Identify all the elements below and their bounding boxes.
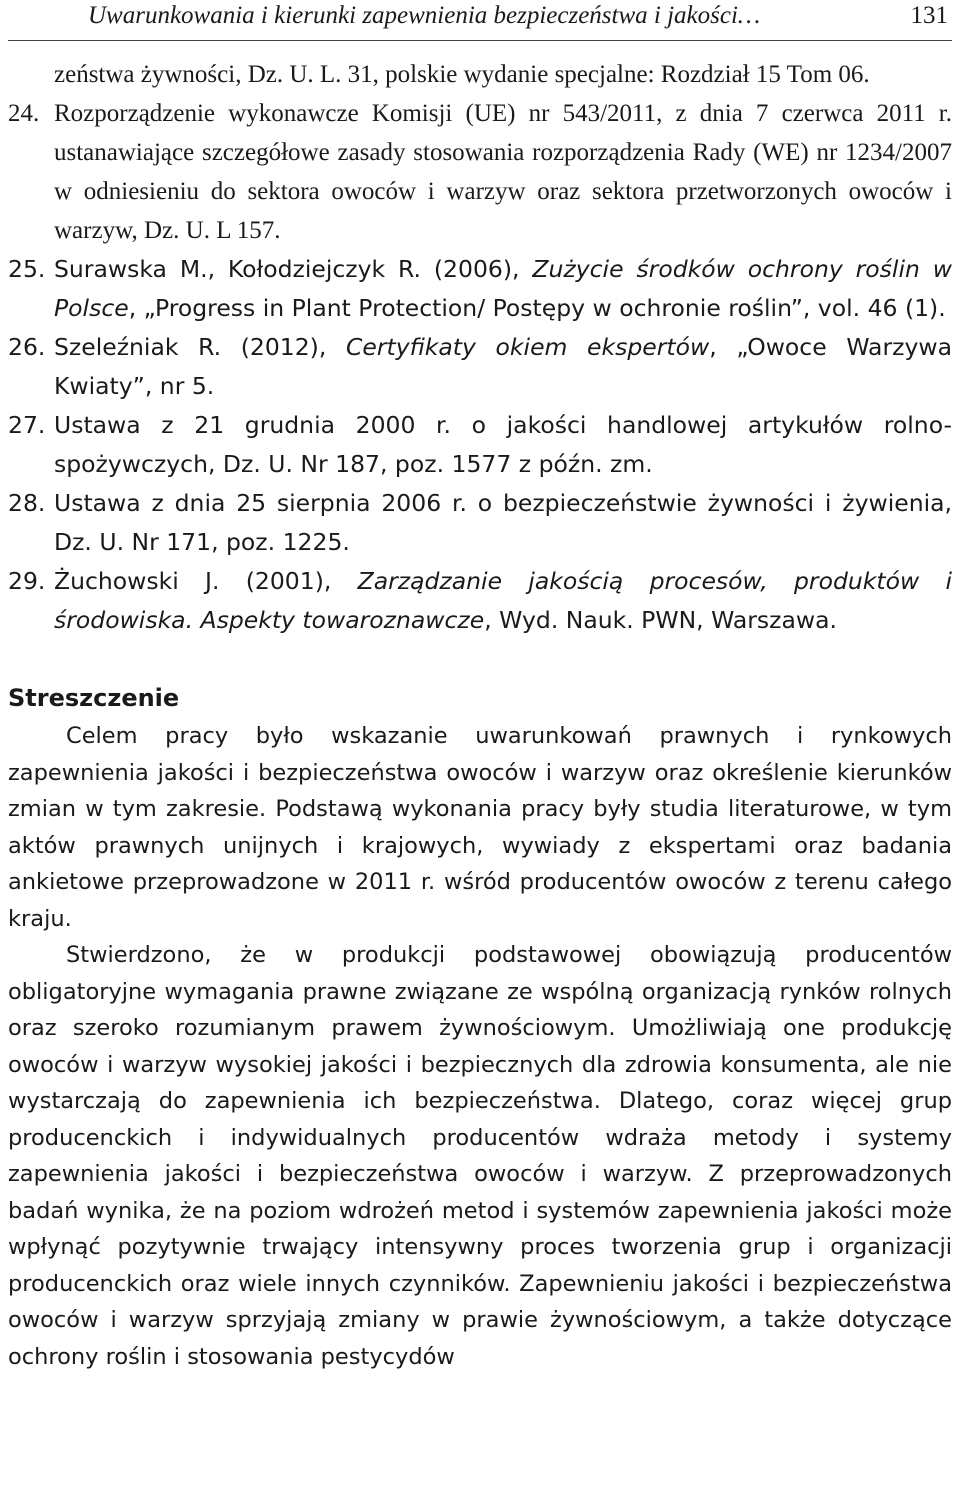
- reference-item: [8, 484, 952, 562]
- reference-list-continued: [8, 250, 952, 640]
- reference-list: [8, 55, 952, 250]
- reference-item: [8, 562, 952, 640]
- reference-item: [8, 94, 952, 250]
- reference-text: Surawska M., Kołodziejczyk R. (2006),: [54, 255, 533, 283]
- reference-title: Zarządzanie jakością procesów, produktów i środowiska. Aspekty towaroznawcze: [54, 567, 952, 634]
- reference-text: , Wyd. Nauk. PWN, Warszawa.: [484, 606, 837, 634]
- reference-number: 24.: [8, 100, 40, 127]
- page-number: 131: [910, 2, 948, 29]
- abstract-paragraph: Stwierdzono, że w produkcji podstawowej obowiązują producentów obligatoryjne wymagania prawne związane ze wspólną organizacją rynków rolnych oraz szeroko rozumianym prawem żywnościowym. Umożliwiają one produkcję owoców i warzyw wysokiej jakości i bezpiecznych dla zdrowia konsumenta, ale nie wystarczają do zapewnienia ich bezpieczeństwa. Dlatego, coraz więcej grup producenckich i indywidualnych producentów wdraża metody i systemy zapewnienia jakości i bezpieczeństwa owoców i warzyw. Z przeprowadzonych badań wynika, że na poziom wdrożeń metod i systemów zapewnienia jakości może wpłynąć pozytywnie trwający intensywny proces tworzenia grup i organizacji producenckich oraz wiele innych czynników. Zapewnieniu jakości i bezpieczeństwa owoców i warzyw sprzyjają zmiany w prawie żywnościowym, a także dotyczące ochrony roślin i stosowania pestycydów: [8, 942, 952, 1370]
- reference-number: 25.: [8, 255, 46, 283]
- reference-item: [8, 328, 952, 406]
- reference-text: , „Progress in Plant Protection/ Postępy w ochronie roślin”, vol. 46 (1).: [128, 294, 946, 322]
- abstract-paragraph: Celem pracy było wskazanie uwarunkowań prawnych i rynkowych zapewnienia jakości i bezpieczeństwa owoców i warzyw oraz określenie kierunków zmian w tym zakresie. Podstawą wykonania pracy były studia literaturowe, w tym aktów prawnych unijnych i krajowych, wywiady z ekspertami oraz badania ankietowe przeprowadzone w 2011 r. wśród producentów owoców z terenu całego kraju.: [8, 723, 952, 932]
- reference-item: [8, 406, 952, 484]
- reference-number: 28.: [8, 489, 46, 517]
- reference-text: zeństwa żywności, Dz. U. L. 31, polskie wydanie specjalne: Rozdział 15 Tom 06.: [54, 61, 870, 88]
- reference-title: Certyfikaty okiem ekspertów: [345, 333, 710, 361]
- running-header: [8, 0, 952, 41]
- reference-number: 26.: [8, 333, 46, 361]
- abstract-section: [8, 684, 952, 1375]
- reference-text: Rozporządzenie wykonawcze Komisji (UE) nr 543/2011, z dnia 7 czerwca 2011 r. ustanawiające szczegółowe zasady stosowania rozporządzenia Rady (WE) nr 1234/2007 w odniesieniu do sektora owoców i warzyw oraz sektora przetworzonych owoców i warzyw, Dz. U. L 157.: [54, 100, 952, 244]
- reference-item: [8, 250, 952, 328]
- reference-text: Ustawa z 21 grudnia 2000 r. o jakości handlowej artykułów rolno-spożywczych, Dz. U. Nr 187, poz. 1577 z późn. zm.: [54, 411, 952, 478]
- reference-text: , „Owoce Warzywa Kwiaty”, nr 5.: [54, 333, 952, 400]
- reference-text: Szeleźniak R. (2012),: [54, 333, 346, 361]
- reference-item: [8, 55, 952, 94]
- section-heading: Streszczenie: [8, 684, 180, 712]
- reference-text: Żuchowski J. (2001),: [54, 567, 358, 595]
- running-title: Uwarunkowania i kierunki zapewnienia bezpieczeństwa i jakości…: [88, 2, 761, 29]
- reference-number: 27.: [8, 411, 46, 439]
- reference-text: Ustawa z dnia 25 sierpnia 2006 r. o bezpieczeństwie żywności i żywienia, Dz. U. Nr 171, poz. 1225.: [54, 489, 952, 556]
- reference-title: Zużycie środków ochrony roślin w Polsce: [54, 255, 952, 322]
- reference-number: 29.: [8, 567, 46, 595]
